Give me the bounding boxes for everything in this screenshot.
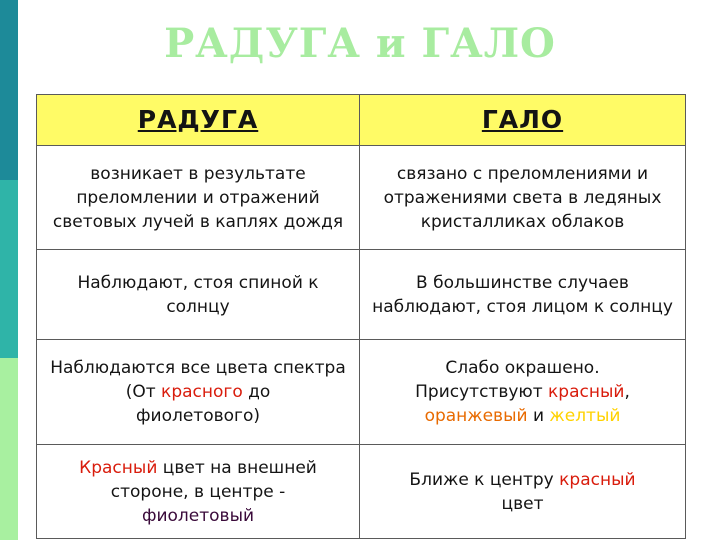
and-word: и: [527, 406, 550, 426]
halo-colors-line: Слабо окрашено.: [445, 358, 600, 378]
table-row: [37, 445, 686, 539]
halo-center-tail: цвет: [501, 493, 544, 514]
comma: ,: [624, 382, 630, 402]
table-row: [37, 250, 686, 340]
violet-word: фиолетового: [135, 406, 254, 426]
rainbow-colors-line: Наблюдаются все цвета спектра: [50, 358, 346, 378]
yellow-word: желтый: [549, 406, 621, 426]
rainbow-center-text: цвет на внешней стороне, в центре -: [110, 457, 317, 502]
comparison-table: [36, 94, 686, 539]
cell-halo-observation: В большинстве случаев наблюдают, стоя лицом к солнцу: [360, 250, 686, 340]
violet-word: фиолетовый: [141, 505, 255, 526]
cell-halo-colors: [360, 340, 686, 445]
table-header-row: [37, 95, 686, 146]
halo-center-text: Ближе к центру: [409, 469, 560, 490]
paren-mid: до: [242, 382, 271, 402]
cell-rainbow-origin: возникает в результате преломлении и отражений световых лучей в каплях дождя: [37, 146, 360, 250]
red-word: красный: [548, 382, 625, 402]
header-rainbow: РАДУГА: [37, 95, 360, 146]
paren-open: (От: [125, 382, 162, 402]
table-row: [37, 146, 686, 250]
cell-rainbow-observation: Наблюдают, стоя спиной к солнцу: [37, 250, 360, 340]
red-word: красного: [161, 382, 243, 402]
paren-close: ): [253, 406, 260, 426]
table-row: [37, 340, 686, 445]
slide-title: РАДУГА и ГАЛО: [164, 20, 556, 67]
orange-word: оранжевый: [424, 406, 528, 426]
header-halo: ГАЛО: [360, 95, 686, 146]
cell-rainbow-colors: [37, 340, 360, 445]
sidebar-accent-middle: [0, 180, 18, 358]
red-word: красный: [559, 469, 636, 490]
cell-halo-origin: связано с преломлениями и отражениями света в ледяных кристалликах облаков: [360, 146, 686, 250]
cell-rainbow-center: [37, 445, 360, 539]
halo-present-text: Присутствуют: [415, 382, 549, 402]
cell-halo-center: [360, 445, 686, 539]
red-word: Красный: [79, 457, 158, 478]
sidebar-accent-bottom: [0, 358, 18, 540]
